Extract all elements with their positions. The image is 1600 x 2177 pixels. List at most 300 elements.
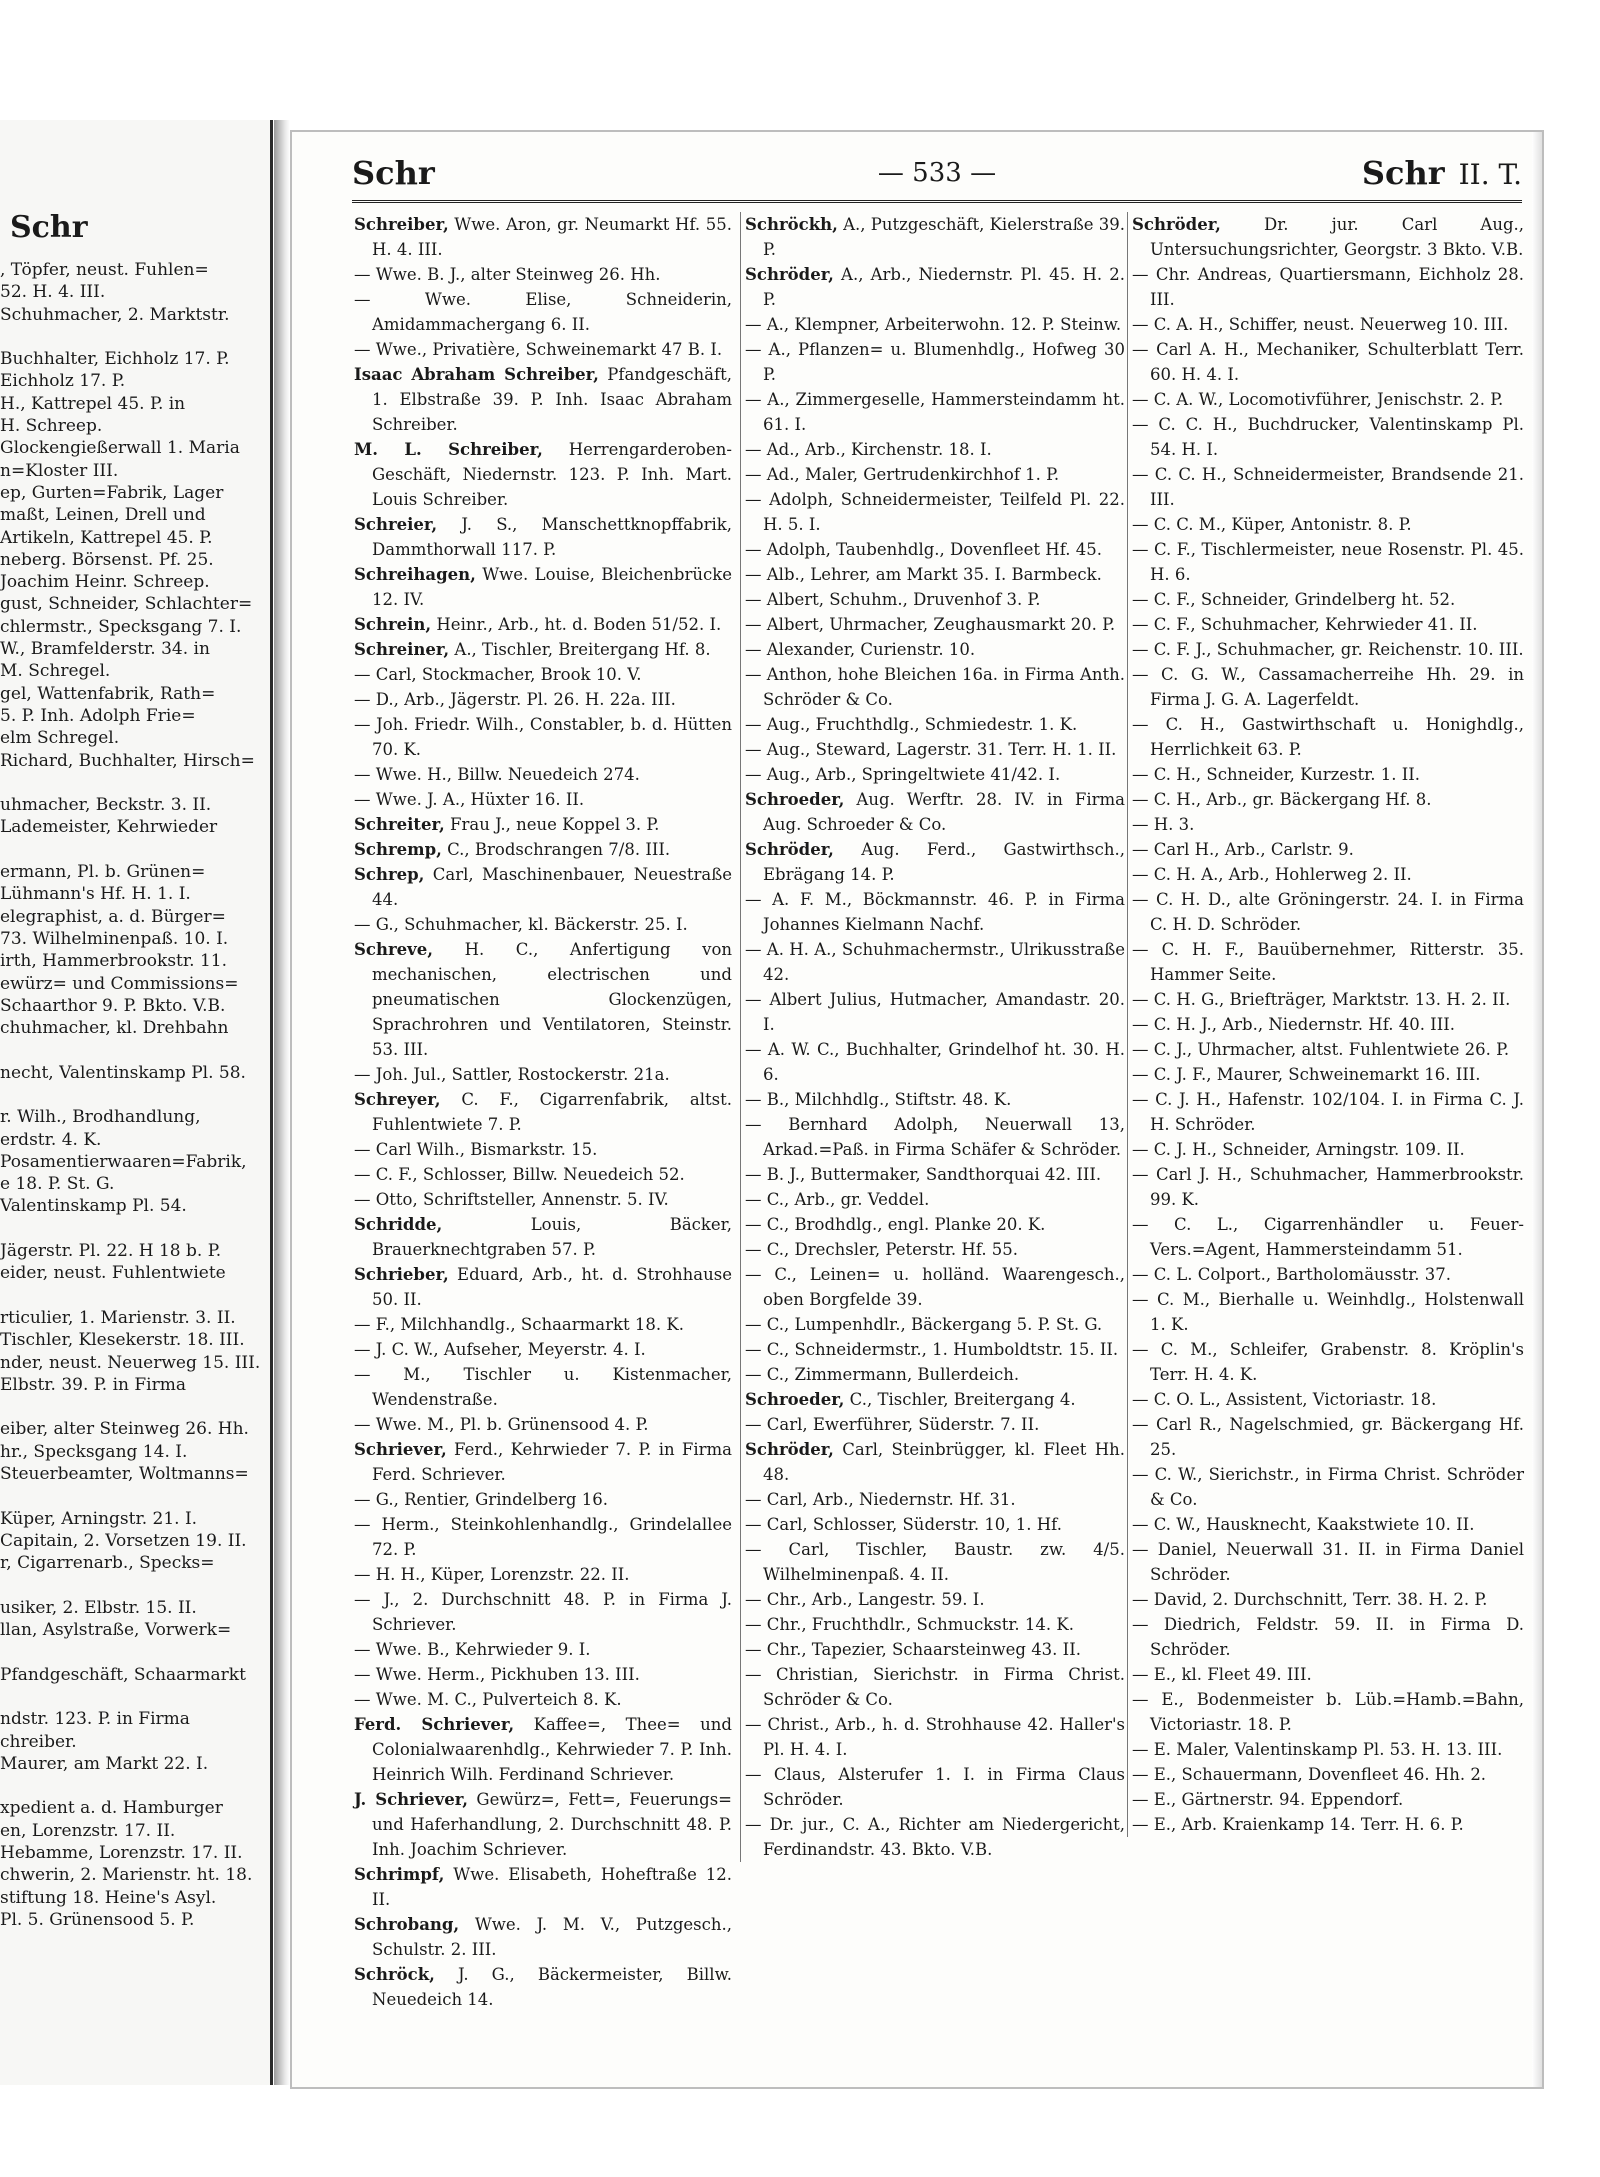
directory-entry [354, 1337, 732, 1362]
left-page-line: nder, neust. Neuerweg 15. III. [0, 1352, 261, 1373]
entry-surname: Schröckh, [745, 215, 838, 234]
left-page-line: chwerin, 2. Marienstr. ht. 18. [0, 1865, 253, 1886]
entry-details: — C. F. J., Schuhmacher, gr. Reichenstr. 10. III. [1132, 640, 1524, 659]
directory-entry [354, 1087, 732, 1137]
left-page-line: chreiber. [0, 1731, 77, 1752]
entry-details: — Carl, Tischler, Baustr. zw. 4/5. Wilhelminenpaß. 4. II. [745, 1540, 1125, 1584]
directory-entry [1132, 1037, 1524, 1062]
entry-details: — Wwe. Herm., Pickhuben 13. III. [354, 1665, 640, 1684]
left-page-line: en, Lorenzstr. 17. II. [0, 1820, 176, 1841]
entry-details: — Christ., Arb., h. d. Strohhause 42. Haller's Pl. H. 4. I. [745, 1715, 1125, 1759]
left-page-line: erdstr. 4. K. [0, 1129, 102, 1150]
directory-entry [1132, 662, 1524, 712]
directory-entry [745, 1362, 1125, 1387]
entry-details: — Carl, Ewerführer, Süderstr. 7. II. [745, 1415, 1040, 1434]
entry-details: — D., Arb., Jägerstr. Pl. 26. H. 22a. III. [354, 690, 676, 709]
entry-details: — Chr., Arb., Langestr. 59. I. [745, 1590, 985, 1609]
directory-entry [1132, 837, 1524, 862]
directory-entry [354, 1137, 732, 1162]
directory-entry [1132, 1262, 1524, 1287]
entry-details: — C. W., Sierichstr., in Firma Christ. Schröder & Co. [1132, 1465, 1524, 1509]
directory-entry [354, 1562, 732, 1587]
entry-details: — C. J., Uhrmacher, altst. Fuhlentwiete 26. P. [1132, 1040, 1510, 1059]
directory-entry [1132, 787, 1524, 812]
directory-entry [745, 1662, 1125, 1712]
directory-entry [745, 1162, 1125, 1187]
directory-entry [354, 687, 732, 712]
left-page-line [0, 772, 270, 794]
directory-entry [1132, 212, 1524, 262]
entry-details: — C. H., Schneider, Kurzestr. 1. II. [1132, 765, 1420, 784]
directory-entry [1132, 637, 1524, 662]
left-page-line: ewürz= und Commissions= [0, 973, 239, 994]
directory-entry [1132, 887, 1524, 937]
directory-entry [745, 1512, 1125, 1537]
directory-entry [354, 437, 732, 512]
left-page-line: maßt, Leinen, Drell und [0, 505, 206, 526]
entry-details: — C. H. A., Arb., Hohlerweg 2. II. [1132, 865, 1412, 884]
entry-details: — C. F., Schneider, Grindelberg ht. 52. [1132, 590, 1456, 609]
entry-details: — Wwe. H., Billw. Neuedeich 274. [354, 765, 640, 784]
entry-details: — Claus, Alsterufer 1. I. in Firma Claus Schröder. [745, 1765, 1125, 1809]
directory-entry [1132, 1287, 1524, 1337]
directory-entry [354, 1787, 732, 1862]
directory-entry [745, 787, 1125, 837]
entry-details: — E., Gärtnerstr. 94. Eppendorf. [1132, 1790, 1404, 1809]
entry-details: — C. C. M., Küper, Antonistr. 8. P. [1132, 515, 1412, 534]
left-page-line [0, 839, 270, 861]
directory-entry [354, 637, 732, 662]
entry-details: — Aug., Steward, Lagerstr. 31. Terr. H. 1. II. [745, 740, 1117, 759]
directory-entry [354, 812, 732, 837]
left-page-line [0, 1084, 270, 1106]
entry-details: — C., Lumpenhdlr., Bäckergang 5. P. St. G. [745, 1315, 1103, 1334]
entry-surname: M. L. Schreiber, [354, 440, 543, 459]
entry-details: Kaffee=, Thee= und Colonialwaarenhdlg., Kehrwieder 7. P. Inh. Heinrich Wilh. Ferdinand Schriever. [372, 1715, 732, 1784]
left-page-line: gust, Schneider, Schlachter= [0, 594, 253, 615]
left-page-line: Pl. 5. Grünensood 5. P. [0, 1909, 195, 1930]
directory-entry [745, 762, 1125, 787]
entry-details: — C. L. Colport., Bartholomäusstr. 37. [1132, 1265, 1452, 1284]
directory-entry [1132, 1512, 1524, 1537]
directory-entry [1132, 937, 1524, 987]
entry-details: — Anthon, hohe Bleichen 16a. in Firma Anth. Schröder & Co. [745, 665, 1125, 709]
left-page-line: Küper, Arningstr. 21. I. [0, 1508, 198, 1529]
entry-details: — C. H. G., Briefträger, Marktstr. 13. H. 2. II. [1132, 990, 1511, 1009]
entry-details: Wwe. J. M. V., Putzgesch., Schulstr. 2. III. [372, 1915, 732, 1959]
directory-entry [745, 1637, 1125, 1662]
entry-details: — Christian, Sierichstr. in Firma Christ. Schröder & Co. [745, 1665, 1125, 1709]
directory-entry [354, 1412, 732, 1437]
entry-surname: Schriever, [354, 1440, 447, 1459]
entry-details: — Adolph, Taubenhdlg., Dovenfleet Hf. 45. [745, 540, 1102, 559]
entry-details: Pfandgeschäft, 1. Elbstraße 39. P. Inh. Isaac Abraham Schreiber. [372, 365, 732, 434]
directory-entry [1132, 1012, 1524, 1037]
entry-surname: Schroeder, [745, 790, 845, 809]
directory-entry [745, 262, 1125, 312]
directory-entry [745, 1437, 1125, 1487]
entry-details: — C. H. F., Bauübernehmer, Ritterstr. 35. Hammer Seite. [1132, 940, 1524, 984]
entry-details: — C. M., Schleifer, Grabenstr. 8. Kröplin's Terr. H. 4. K. [1132, 1340, 1524, 1384]
entry-details: — C., Brodhdlg., engl. Planke 20. K. [745, 1215, 1046, 1234]
left-page-line: irth, Hammerbrookstr. 11. [0, 951, 227, 972]
volume-label: II. T. [1458, 158, 1522, 191]
left-page-line: elegraphist, a. d. Bürger= [0, 906, 226, 927]
directory-entry [745, 1812, 1125, 1862]
entry-surname: Schremp, [354, 840, 442, 859]
left-page-line: Capitain, 2. Vorsetzen 19. II. [0, 1530, 247, 1551]
directory-entry [745, 987, 1125, 1037]
entry-details: Gewürz=, Fett=, Feuerungs= und Haferhandlung, 2. Durchschnitt 48. P. Inh. Joachim Schriever. [372, 1790, 732, 1859]
entry-surname: Schreiter, [354, 815, 445, 834]
left-page-line: Lühmann's Hf. H. 1. I. [0, 884, 191, 905]
entry-details: — C. F., Schuhmacher, Kehrwieder 41. II. [1132, 615, 1478, 634]
entry-details: — Ad., Arb., Kirchenstr. 18. I. [745, 440, 992, 459]
entry-details: — C. F., Tischlermeister, neue Rosenstr. Pl. 45. H. 6. [1132, 540, 1524, 584]
page-edge-shadow [1532, 132, 1542, 2087]
left-page-line: usiker, 2. Elbstr. 15. II. [0, 1597, 197, 1618]
directory-entry [354, 1187, 732, 1212]
left-page-line: Valentinskamp Pl. 54. [0, 1196, 187, 1217]
directory-entry [745, 212, 1125, 262]
entry-details: — Joh. Jul., Sattler, Rostockerstr. 21a. [354, 1065, 670, 1084]
entry-details: — C. O. L., Assistent, Victoriastr. 18. [1132, 1390, 1437, 1409]
left-page-line: ep, Gurten=Fabrik, Lager [0, 482, 224, 503]
entry-details: — Daniel, Neuerwall 31. II. in Firma Daniel Schröder. [1132, 1540, 1524, 1584]
left-page-line: chlermstr., Specksgang 7. I. [0, 616, 242, 637]
entry-details: — A., Pflanzen= u. Blumenhdlg., Hofweg 30 P. [745, 340, 1125, 384]
entry-surname: Schreiber, [354, 215, 449, 234]
entry-details: — Carl H., Arb., Carlstr. 9. [1132, 840, 1354, 859]
left-page-line: Elbstr. 39. P. in Firma [0, 1374, 186, 1395]
entry-details: — Albert, Schuhm., Druvenhof 3. P. [745, 590, 1041, 609]
left-page-line: Schaarthor 9. P. Bkto. V.B. [0, 995, 226, 1016]
entry-surname: Schreier, [354, 515, 438, 534]
left-page-line [0, 1218, 270, 1240]
directory-entry [745, 662, 1125, 712]
left-page-line: Joachim Heinr. Schreep. [0, 572, 210, 593]
entry-details: — A. W. C., Buchhalter, Grindelhof ht. 30. H. 6. [745, 1040, 1125, 1084]
entry-details: — Aug., Arb., Springeltwiete 41/42. I. [745, 765, 1061, 784]
directory-entry [1132, 1737, 1524, 1762]
entry-surname: Schreve, [354, 940, 433, 959]
header-keyword-right-text: Schr [1361, 154, 1445, 192]
directory-entry [745, 337, 1125, 387]
entry-details: C., Tischler, Breitergang 4. [844, 1390, 1076, 1409]
book-gutter [274, 120, 290, 2085]
left-page-line: uhmacher, Beckstr. 3. II. [0, 795, 212, 816]
directory-entry [354, 787, 732, 812]
entry-details: Heinr., Arb., ht. d. Boden 51/52. I. [431, 615, 722, 634]
left-page-line: xpedient a. d. Hamburger [0, 1798, 223, 1819]
left-page-line: Eichholz 17. P. [0, 371, 126, 392]
directory-entry [354, 1212, 732, 1262]
entry-details: — H. 3. [1132, 815, 1195, 834]
entry-details: — C. J. H., Hafenstr. 102/104. I. in Firma C. J. H. Schröder. [1132, 1090, 1524, 1134]
entry-details: — C., Leinen= u. holländ. Waarengesch., oben Borgfelde 39. [745, 1265, 1125, 1309]
directory-entry [1132, 262, 1524, 312]
directory-entry [1132, 462, 1524, 512]
left-page-line [0, 1686, 270, 1708]
entry-surname: Schreyer, [354, 1090, 441, 1109]
entry-details: — E., kl. Fleet 49. III. [1132, 1665, 1312, 1684]
left-page-line [0, 1285, 270, 1307]
entry-details: — Bernhard Adolph, Neuerwall 13, Arkad.=Paß. in Firma Schäfer & Schröder. [745, 1115, 1125, 1159]
entry-details: — C. L., Cigarrenhändler u. Feuer-Vers.=Agent, Hammersteindamm 51. [1132, 1215, 1524, 1259]
entry-details: C., Brodschrangen 7/8. III. [441, 840, 671, 859]
directory-entry [354, 1062, 732, 1087]
directory-entry [1132, 1462, 1524, 1512]
left-page-line [0, 1775, 270, 1797]
entry-details: — C. A. W., Locomotivführer, Jenischstr. 2. P. [1132, 390, 1504, 409]
entry-details: — Aug., Fruchthdlg., Schmiedestr. 1. K. [745, 715, 1078, 734]
entry-details: — Carl J. H., Schuhmacher, Hammerbrookstr. 99. K. [1132, 1165, 1524, 1209]
entry-surname: Schröder, [1132, 215, 1221, 234]
left-page-line: Glockengießerwall 1. Maria [0, 438, 240, 459]
directory-entry [354, 1437, 732, 1487]
entry-details: — C. G. W., Cassamacherreihe Hh. 29. in Firma J. G. A. Lagerfeldt. [1132, 665, 1524, 709]
left-page [0, 120, 273, 2085]
entry-details: — Wwe. Elise, Schneiderin, Amidammachergang 6. II. [354, 290, 732, 334]
left-page-line: Hebamme, Lorenzstr. 17. II. [0, 1843, 243, 1864]
entry-details: — G., Schuhmacher, kl. Bäckerstr. 25. I. [354, 915, 688, 934]
entry-details: Wwe. Elisabeth, Hoheftraße 12. II. [372, 1865, 732, 1909]
left-page-line: e 18. P. St. G. [0, 1174, 115, 1195]
entry-details: — C. W., Hausknecht, Kaakstwiete 10. II. [1132, 1515, 1475, 1534]
entry-details: Louis, Bäcker, Brauerknechtgraben 57. P. [372, 1215, 732, 1259]
left-page-line: Buchhalter, Eichholz 17. P. [0, 349, 230, 370]
entry-details: — Herm., Steinkohlenhandlg., Grindelallee 72. P. [354, 1515, 732, 1559]
left-page-line: , Töpfer, neust. Fuhlen= [0, 260, 209, 280]
entry-surname: Ferd. Schriever, [354, 1715, 515, 1734]
entry-details: A., Arb., Niedernstr. Pl. 45. H. 2. P. [763, 265, 1125, 309]
directory-entry [745, 737, 1125, 762]
directory-entry [354, 912, 732, 937]
directory-entry [354, 762, 732, 787]
directory-entry [354, 1587, 732, 1637]
entry-surname: Schroeder, [745, 1390, 845, 1409]
entry-details: — Alexander, Curienstr. 10. [745, 640, 976, 659]
directory-entry [745, 612, 1125, 637]
left-page-line: hr., Specksgang 14. I. [0, 1441, 188, 1462]
directory-entry [1132, 712, 1524, 762]
entry-details: — Chr., Fruchthdlr., Schmuckstr. 14. K. [745, 1615, 1074, 1634]
right-page [290, 130, 1544, 2089]
entry-details: C. F., Cigarrenfabrik, altst. Fuhlentwiete 7. P. [372, 1090, 732, 1134]
entry-details: — Carl Wilh., Bismarkstr. 15. [354, 1140, 598, 1159]
directory-entry [354, 262, 732, 287]
directory-entry [354, 512, 732, 562]
entry-details: — Chr., Tapezier, Schaarsteinweg 43. II. [745, 1640, 1081, 1659]
directory-entry [354, 837, 732, 862]
left-page-line: Steuerbeamter, Woltmanns= [0, 1464, 249, 1485]
entry-details: — Otto, Schriftsteller, Annenstr. 5. IV. [354, 1190, 669, 1209]
left-page-line: ndstr. 123. P. in Firma [0, 1709, 190, 1730]
entry-details: — B., Milchhdlg., Stiftstr. 48. K. [745, 1090, 1012, 1109]
directory-entry [745, 1387, 1125, 1412]
entry-details: — Wwe. B., Kehrwieder 9. I. [354, 1640, 591, 1659]
entry-details: — J. C. W., Aufseher, Meyerstr. 4. I. [354, 1340, 646, 1359]
directory-entry [354, 337, 732, 362]
directory-entry [354, 562, 732, 612]
left-page-line: 73. Wilhelminenpaß. 10. I. [0, 928, 229, 949]
directory-entry [745, 1212, 1125, 1237]
entry-details: — C. J. F., Maurer, Schweinemarkt 16. III. [1132, 1065, 1481, 1084]
directory-entry [1132, 1662, 1524, 1687]
entry-details: — C. F., Schlosser, Billw. Neuedeich 52. [354, 1165, 685, 1184]
entry-details: J. G., Bäckermeister, Billw. Neuedeich 14. [372, 1965, 732, 2009]
left-page-line: Tischler, Klesekerstr. 18. III. [0, 1330, 245, 1351]
entry-details: — C. M., Bierhalle u. Weinhdlg., Holstenwall 1. K. [1132, 1290, 1524, 1334]
entry-surname: J. Schriever, [354, 1790, 468, 1809]
left-page-line [0, 1396, 270, 1418]
left-page-header: Schr [10, 210, 88, 245]
left-page-line: ermann, Pl. b. Grünen= [0, 862, 206, 883]
entry-details: — Wwe. B. J., alter Steinweg 26. Hh. [354, 265, 661, 284]
directory-entry [745, 1337, 1125, 1362]
page-header [352, 152, 1522, 203]
left-page-line: r, Cigarrenarb., Specks= [0, 1553, 215, 1574]
left-page-line: eider, neust. Fuhlentwiete [0, 1263, 226, 1284]
directory-entry [745, 1587, 1125, 1612]
directory-entry [354, 712, 732, 762]
directory-entry [1132, 1387, 1524, 1412]
directory-entry [354, 1312, 732, 1337]
entry-details: — C. C. H., Buchdrucker, Valentinskamp Pl. 54. H. I. [1132, 415, 1524, 459]
directory-entry [1132, 1762, 1524, 1787]
left-page-line: Posamentierwaaren=Fabrik, [0, 1151, 247, 1172]
directory-entry [745, 387, 1125, 437]
left-page-line: Pfandgeschäft, Schaarmarkt [0, 1664, 246, 1685]
left-page-line: Lademeister, Kehrwieder [0, 817, 218, 838]
entry-details: Wwe. Aron, gr. Neumarkt Hf. 55. H. 4. III. [372, 215, 732, 259]
directory-entry [745, 487, 1125, 537]
left-page-line: Maurer, am Markt 22. I. [0, 1753, 209, 1774]
entry-surname: Schrobang, [354, 1915, 460, 1934]
entry-details: — Joh. Friedr. Wilh., Constabler, b. d. Hütten 70. K. [354, 715, 732, 759]
directory-entry [745, 637, 1125, 662]
entry-details: — C. H. D., alte Gröningerstr. 24. I. in Firma C. H. D. Schröder. [1132, 890, 1524, 934]
directory-entry [354, 612, 732, 637]
entry-details: — B. J., Buttermaker, Sandthorquai 42. III. [745, 1165, 1102, 1184]
entry-details: — E., Schauermann, Dovenfleet 46. Hh. 2. [1132, 1765, 1487, 1784]
directory-entry [1132, 762, 1524, 787]
directory-entry [745, 437, 1125, 462]
directory-entry [1132, 512, 1524, 537]
directory-entry [354, 1637, 732, 1662]
entry-details: — C. H., Arb., gr. Bäckergang Hf. 8. [1132, 790, 1432, 809]
left-page-line [0, 1039, 270, 1061]
directory-entry [354, 1862, 732, 1912]
entry-details: — Wwe., Privatière, Schweinemarkt 47 B. I. [354, 340, 723, 359]
directory-entry [745, 1762, 1125, 1812]
entry-details: — Wwe. M., Pl. b. Grünensood 4. P. [354, 1415, 649, 1434]
entry-details: — Albert, Uhrmacher, Zeughausmarkt 20. P. [745, 615, 1116, 634]
directory-entry [745, 1537, 1125, 1587]
directory-entry [745, 937, 1125, 987]
entry-details: — Wwe. M. C., Pulverteich 8. K. [354, 1690, 622, 1709]
entry-details: — C. A. H., Schiffer, neust. Neuerweg 10. III. [1132, 315, 1509, 334]
directory-entry [745, 712, 1125, 737]
directory-entry [354, 1712, 732, 1787]
directory-entry [745, 537, 1125, 562]
directory-entry [1132, 1337, 1524, 1387]
entry-details: — C., Drechsler, Peterstr. Hf. 55. [745, 1240, 1019, 1259]
directory-entry [745, 1412, 1125, 1437]
left-page-line: Schuhmacher, 2. Marktstr. [0, 304, 230, 325]
entry-details: — Wwe. J. A., Hüxter 16. II. [354, 790, 585, 809]
directory-entry [354, 1362, 732, 1412]
directory-entry [745, 1612, 1125, 1637]
directory-entry [1132, 1212, 1524, 1262]
left-page-line [0, 1641, 270, 1663]
left-page-line: neberg. Börsenst. Pf. 25. [0, 549, 214, 570]
directory-entry [354, 862, 732, 912]
directory-entry [1132, 862, 1524, 887]
left-page-line: stiftung 18. Heine's Asyl. [0, 1887, 217, 1908]
directory-entry [1132, 1587, 1524, 1612]
entry-details: — A. H. A., Schuhmachermstr., Ulrikusstraße 42. [745, 940, 1125, 984]
entry-details: Frau J., neue Koppel 3. P. [444, 815, 660, 834]
directory-entry [745, 1112, 1125, 1162]
entry-details: Dr. jur. Carl Aug., Untersuchungsrichter, Georgstr. 3 Bkto. V.B. [1150, 215, 1524, 259]
directory-entry [745, 562, 1125, 587]
directory-entry [354, 1162, 732, 1187]
entry-details: Ferd., Kehrwieder 7. P. in Firma Ferd. Schriever. [372, 1440, 732, 1484]
entry-details: — Carl, Stockmacher, Brook 10. V. [354, 665, 642, 684]
directory-entry [354, 212, 732, 262]
directory-entry [1132, 1612, 1524, 1662]
directory-entry [1132, 812, 1524, 837]
entry-details: — Dr. jur., C. A., Richter am Niedergericht, Ferdinandstr. 43. Bkto. V.B. [745, 1815, 1125, 1859]
directory-entry [745, 1237, 1125, 1262]
left-page-line: H. Schreep. [0, 416, 103, 437]
left-page-line [0, 326, 270, 348]
directory-entry [354, 1687, 732, 1712]
entry-details: — Alb., Lehrer, am Markt 35. I. Barmbeck. [745, 565, 1102, 584]
entry-details: — Carl A. H., Mechaniker, Schulterblatt Terr. 60. H. 4. I. [1132, 340, 1524, 384]
left-page-line [0, 1575, 270, 1597]
header-keyword-left: Schr [352, 154, 435, 192]
left-page-line: n=Kloster III. [0, 460, 119, 481]
entry-details: Aug. Werftr. 28. IV. in Firma Aug. Schroeder & Co. [763, 790, 1125, 834]
directory-entry [1132, 987, 1524, 1012]
entry-details: Herrengarderoben-Geschäft, Niedernstr. 123. P. Inh. Mart. Louis Schreiber. [372, 440, 732, 509]
entry-surname: Schrein, [354, 615, 432, 634]
left-page-line: Richard, Buchhalter, Hirsch= [0, 750, 255, 771]
directory-entry [1132, 612, 1524, 637]
directory-entry [1132, 412, 1524, 462]
directory-entry [745, 1262, 1125, 1312]
directory-entry [745, 837, 1125, 887]
entry-details: — Diedrich, Feldstr. 59. II. in Firma D. Schröder. [1132, 1615, 1524, 1659]
left-page-line: r. Wilh., Brodhandlung, [0, 1107, 201, 1128]
left-page-line: elm Schregel. [0, 728, 120, 749]
entry-surname: Schreiner, [354, 640, 450, 659]
entry-details: — E., Arb. Kraienkamp 14. Terr. H. 6. P. [1132, 1815, 1464, 1834]
entry-surname: Schridde, [354, 1215, 443, 1234]
directory-entry [1132, 1137, 1524, 1162]
directory-entry [745, 312, 1125, 337]
directory-entry [354, 287, 732, 337]
entry-surname: Schröder, [745, 840, 834, 859]
entry-details: Wwe. Louise, Bleichenbrücke 12. IV. [372, 565, 732, 609]
entry-details: — Carl, Arb., Niedernstr. Hf. 31. [745, 1490, 1016, 1509]
entry-details: — Adolph, Schneidermeister, Teilfeld Pl. 22. H. 5. I. [745, 490, 1125, 534]
left-page-line: chuhmacher, kl. Drehbahn [0, 1018, 229, 1039]
entry-details: — H. H., Küper, Lorenzstr. 22. II. [354, 1565, 630, 1584]
directory-entry [1132, 1812, 1524, 1837]
